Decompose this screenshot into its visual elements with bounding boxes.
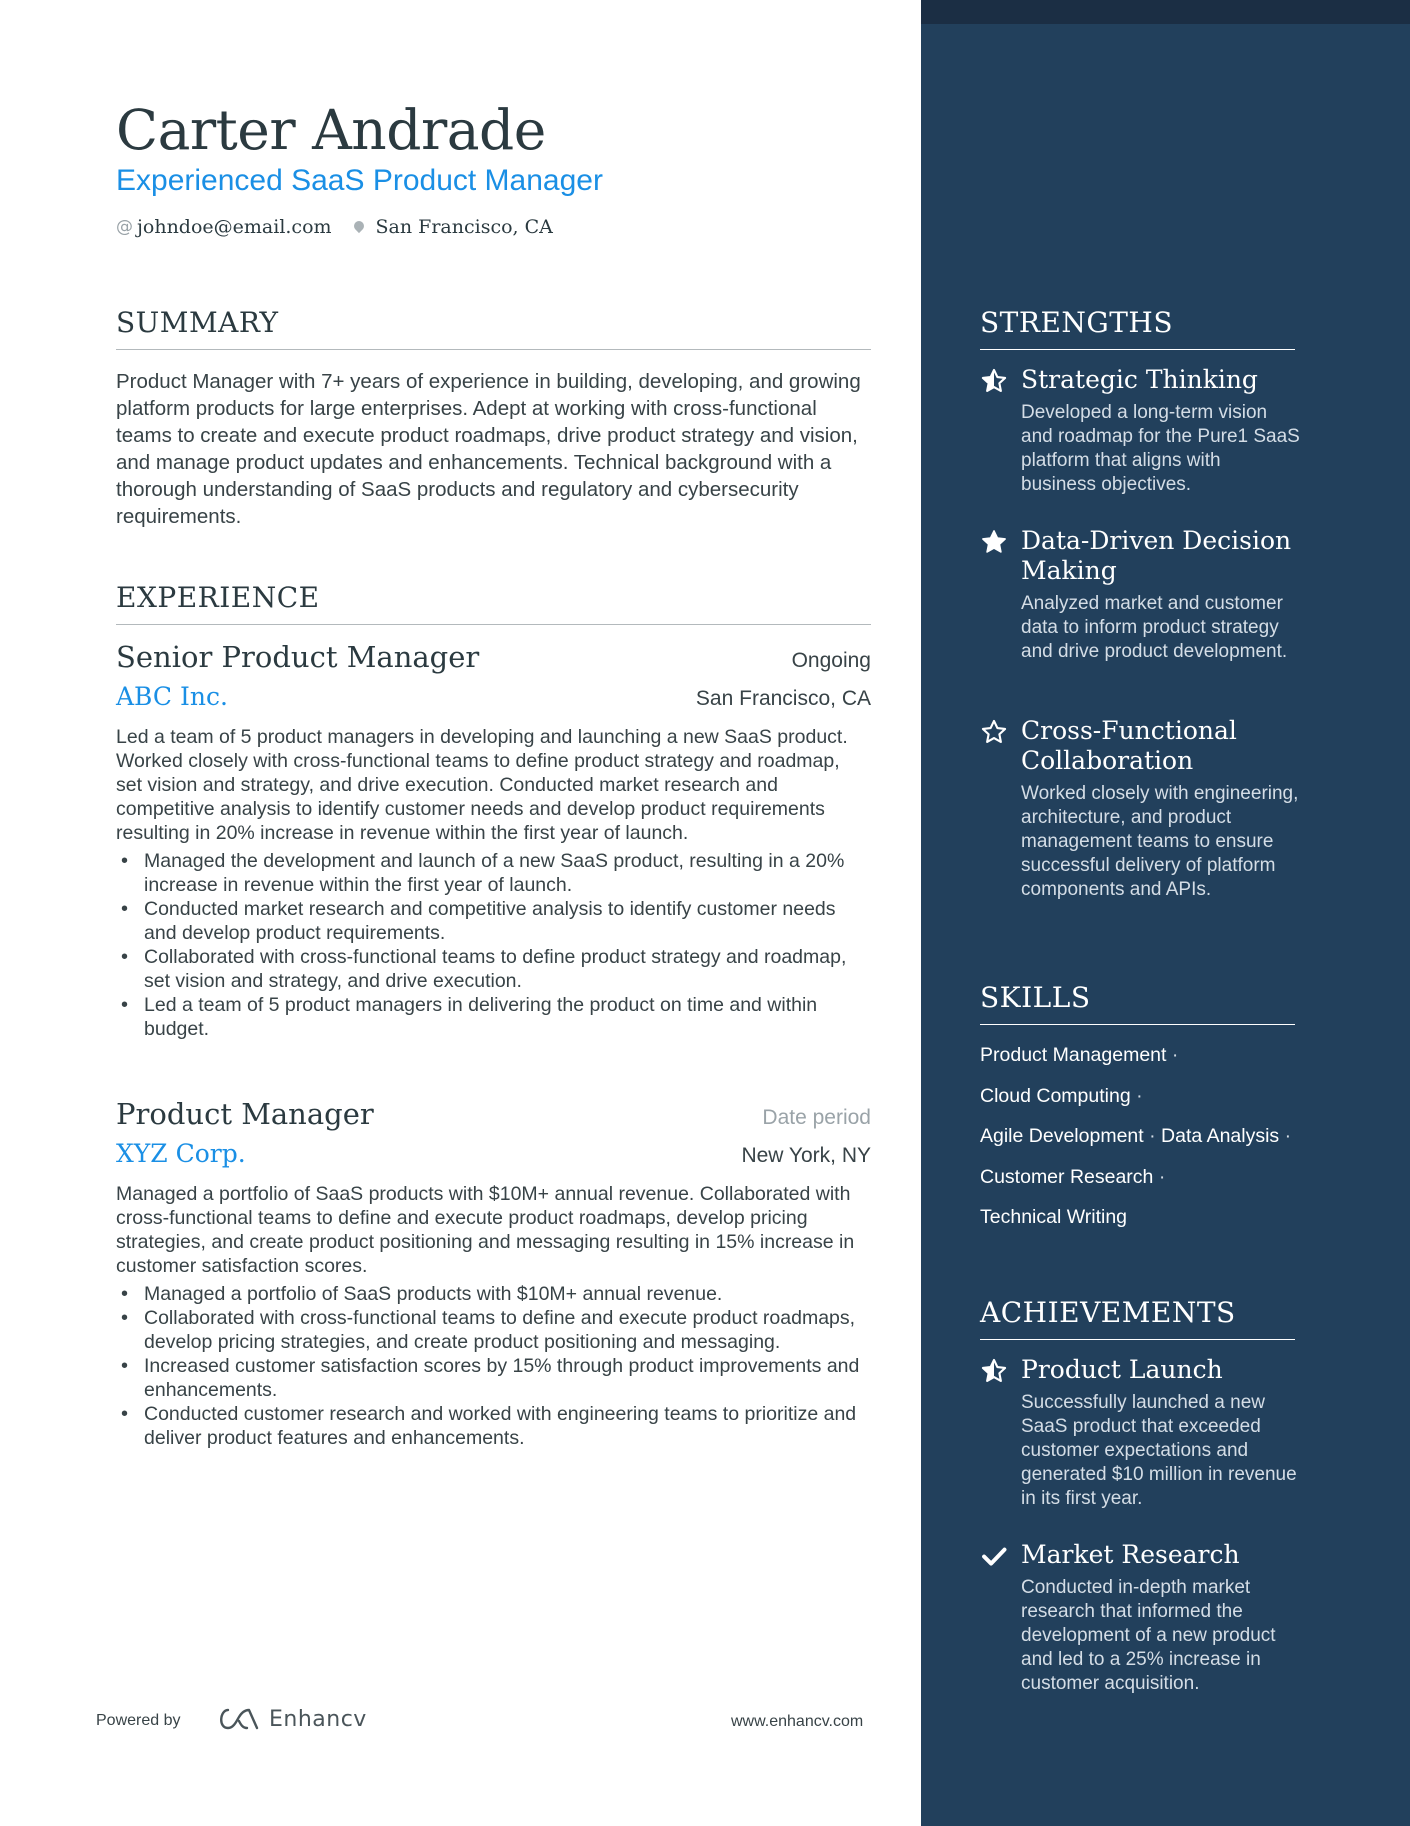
enhancv-url[interactable]: www.enhancv.com (731, 1713, 864, 1730)
skill-line (980, 1040, 1320, 1081)
job-bullet-list (116, 849, 871, 1041)
job-entry (116, 640, 871, 1041)
job-entry (116, 1097, 871, 1450)
job-role: Senior Product Manager (116, 640, 480, 674)
achievement-description: Conducted in-depth market research that informed the development of a new product and led to a 25% increase in customer acquisition. (1021, 1577, 1276, 1694)
candidate-title: Experienced SaaS Product Manager (116, 164, 603, 197)
location-group (354, 216, 553, 238)
job-bullet: • Managed the development and launch of a new SaaS product, resulting in a 20% increase in revenue within the first year of launch. (116, 849, 871, 897)
job-company-row (116, 1139, 871, 1168)
star-outline-icon (980, 718, 1008, 746)
skill-separator: · (1284, 1125, 1292, 1147)
sidebar (921, 0, 1410, 1826)
skills-list (980, 1040, 1320, 1243)
star-filled-icon (980, 528, 1008, 556)
achievement-title: Market Research (1021, 1540, 1240, 1569)
job-bullet: • Increased customer satisfaction scores by 15% through product improvements and enhancements. (116, 1354, 871, 1402)
job-company-row (116, 682, 871, 711)
star-half-icon (980, 367, 1008, 395)
job-company: XYZ Corp. (116, 1139, 246, 1168)
skill-separator: · (1158, 1165, 1166, 1188)
job-description: Led a team of 5 product managers in developing and launching a new SaaS product. Worked closely with cross-functional teams to define product strategy and roadmap, set vision and strategy, and drive execution. Conducted market research and competitive analysis to identify customer needs and develop product requirements resulting in 20% increase in revenue within the first year of launch. (116, 726, 848, 844)
location-pin-icon (351, 219, 365, 233)
achievement-description: Successfully launched a new SaaS product that exceeded customer expectations and generated $10 million in revenue in its first year. (1021, 1392, 1297, 1509)
job-bullet: • Collaborated with cross-functional teams to define product strategy and roadmap, set vision and strategy, and drive execution. (116, 945, 871, 993)
summary-text: Product Manager with 7+ years of experience in building, developing, and growing platform products for large enterprises. Adept at working with cross-functional teams to create and execute product roadmaps, drive product strategy and vision, and manage product updates and enhancements. Technical background with a thorough understanding of SaaS products and regulatory and cybersecurity requirements. (116, 370, 861, 528)
skill-item: Customer Research (980, 1165, 1154, 1188)
job-role: Product Manager (116, 1097, 374, 1131)
summary-heading: SUMMARY (116, 306, 871, 350)
star-half-icon (980, 1357, 1008, 1385)
achievement-item (980, 1355, 1300, 1511)
skill-item: Data Analysis (1161, 1125, 1280, 1147)
strength-description: Developed a long-term vision and roadmap for the Pure1 SaaS platform that aligns with business objectives. (1021, 402, 1300, 495)
job-location: San Francisco, CA (695, 687, 871, 710)
job-bullet: • Conducted market research and competitive analysis to identify customer needs and develop product requirements. (116, 897, 871, 945)
job-bullet: • Led a team of 5 product managers in delivering the product on time and within budget. (116, 993, 871, 1041)
strengths-heading: STRENGTHS (980, 306, 1295, 350)
skill-line (980, 1121, 1320, 1162)
skill-line (980, 1202, 1320, 1243)
strength-item (980, 365, 1300, 497)
skill-separator: · (1136, 1084, 1143, 1107)
skill-line (980, 1081, 1320, 1122)
job-date: Ongoing (791, 649, 871, 672)
powered-by-text: Powered by (96, 1712, 181, 1729)
strength-item (980, 716, 1300, 902)
strength-title: Cross-Functional Collaboration (1021, 716, 1237, 775)
sidebar-top-bar (921, 0, 1410, 24)
enhancv-brand-text: Enhancv (269, 1706, 367, 1732)
enhancv-logo[interactable] (215, 1706, 367, 1732)
skill-line (980, 1162, 1320, 1203)
job-bullet-list (116, 1282, 871, 1450)
experience-heading: EXPERIENCE (116, 581, 871, 625)
checkmark-icon (980, 1542, 1008, 1570)
at-sign-icon: @ (116, 217, 133, 237)
job-bullet: • Collaborated with cross-functional teams to define and execute product roadmaps, develop pricing strategies, and create product positioning and messaging. (116, 1306, 871, 1354)
job-description: Managed a portfolio of SaaS products with $10M+ annual revenue. Collaborated with cross-functional teams to define and execute product roadmaps, develop pricing strategies, and create product positioning and messaging resulting in 15% increase in customer satisfaction scores. (116, 1183, 855, 1277)
achievement-title: Product Launch (1021, 1355, 1223, 1384)
job-company: ABC Inc. (116, 682, 228, 711)
location-text: San Francisco, CA (375, 216, 553, 238)
skill-separator: · (1149, 1125, 1156, 1147)
job-bullet: • Managed a portfolio of SaaS products with $10M+ annual revenue. (116, 1282, 871, 1306)
skill-separator: · (1171, 1044, 1179, 1066)
job-header-row (116, 640, 871, 674)
email-text: johndoe@email.com (137, 216, 332, 238)
achievement-item (980, 1540, 1300, 1696)
enhancv-logo-icon (215, 1706, 261, 1732)
skill-item: Cloud Computing (980, 1084, 1131, 1107)
job-bullet: • Conducted customer research and worked with engineering teams to prioritize and deliver product features and enhancements. (116, 1402, 871, 1450)
job-header-row (116, 1097, 871, 1131)
skill-item: Agile Development (980, 1125, 1144, 1147)
strength-description: Analyzed market and customer data to inform product strategy and drive product development. (1021, 593, 1288, 662)
skill-item: Product Management (980, 1044, 1167, 1066)
job-date: Date period (762, 1106, 871, 1129)
contact-info (116, 216, 553, 238)
skill-item: Technical Writing (980, 1206, 1128, 1228)
candidate-name: Carter Andrade (116, 98, 546, 162)
strength-description: Worked closely with engineering, architecture, and product management teams to ensure successful delivery of platform components and APIs. (1021, 783, 1299, 900)
job-location: New York, NY (741, 1144, 871, 1167)
skills-heading: SKILLS (980, 981, 1295, 1025)
achievements-heading: ACHIEVEMENTS (980, 1296, 1295, 1340)
strength-title: Strategic Thinking (1021, 365, 1258, 394)
strength-title: Data-Driven Decision Making (1021, 526, 1292, 585)
strength-item (980, 526, 1300, 664)
